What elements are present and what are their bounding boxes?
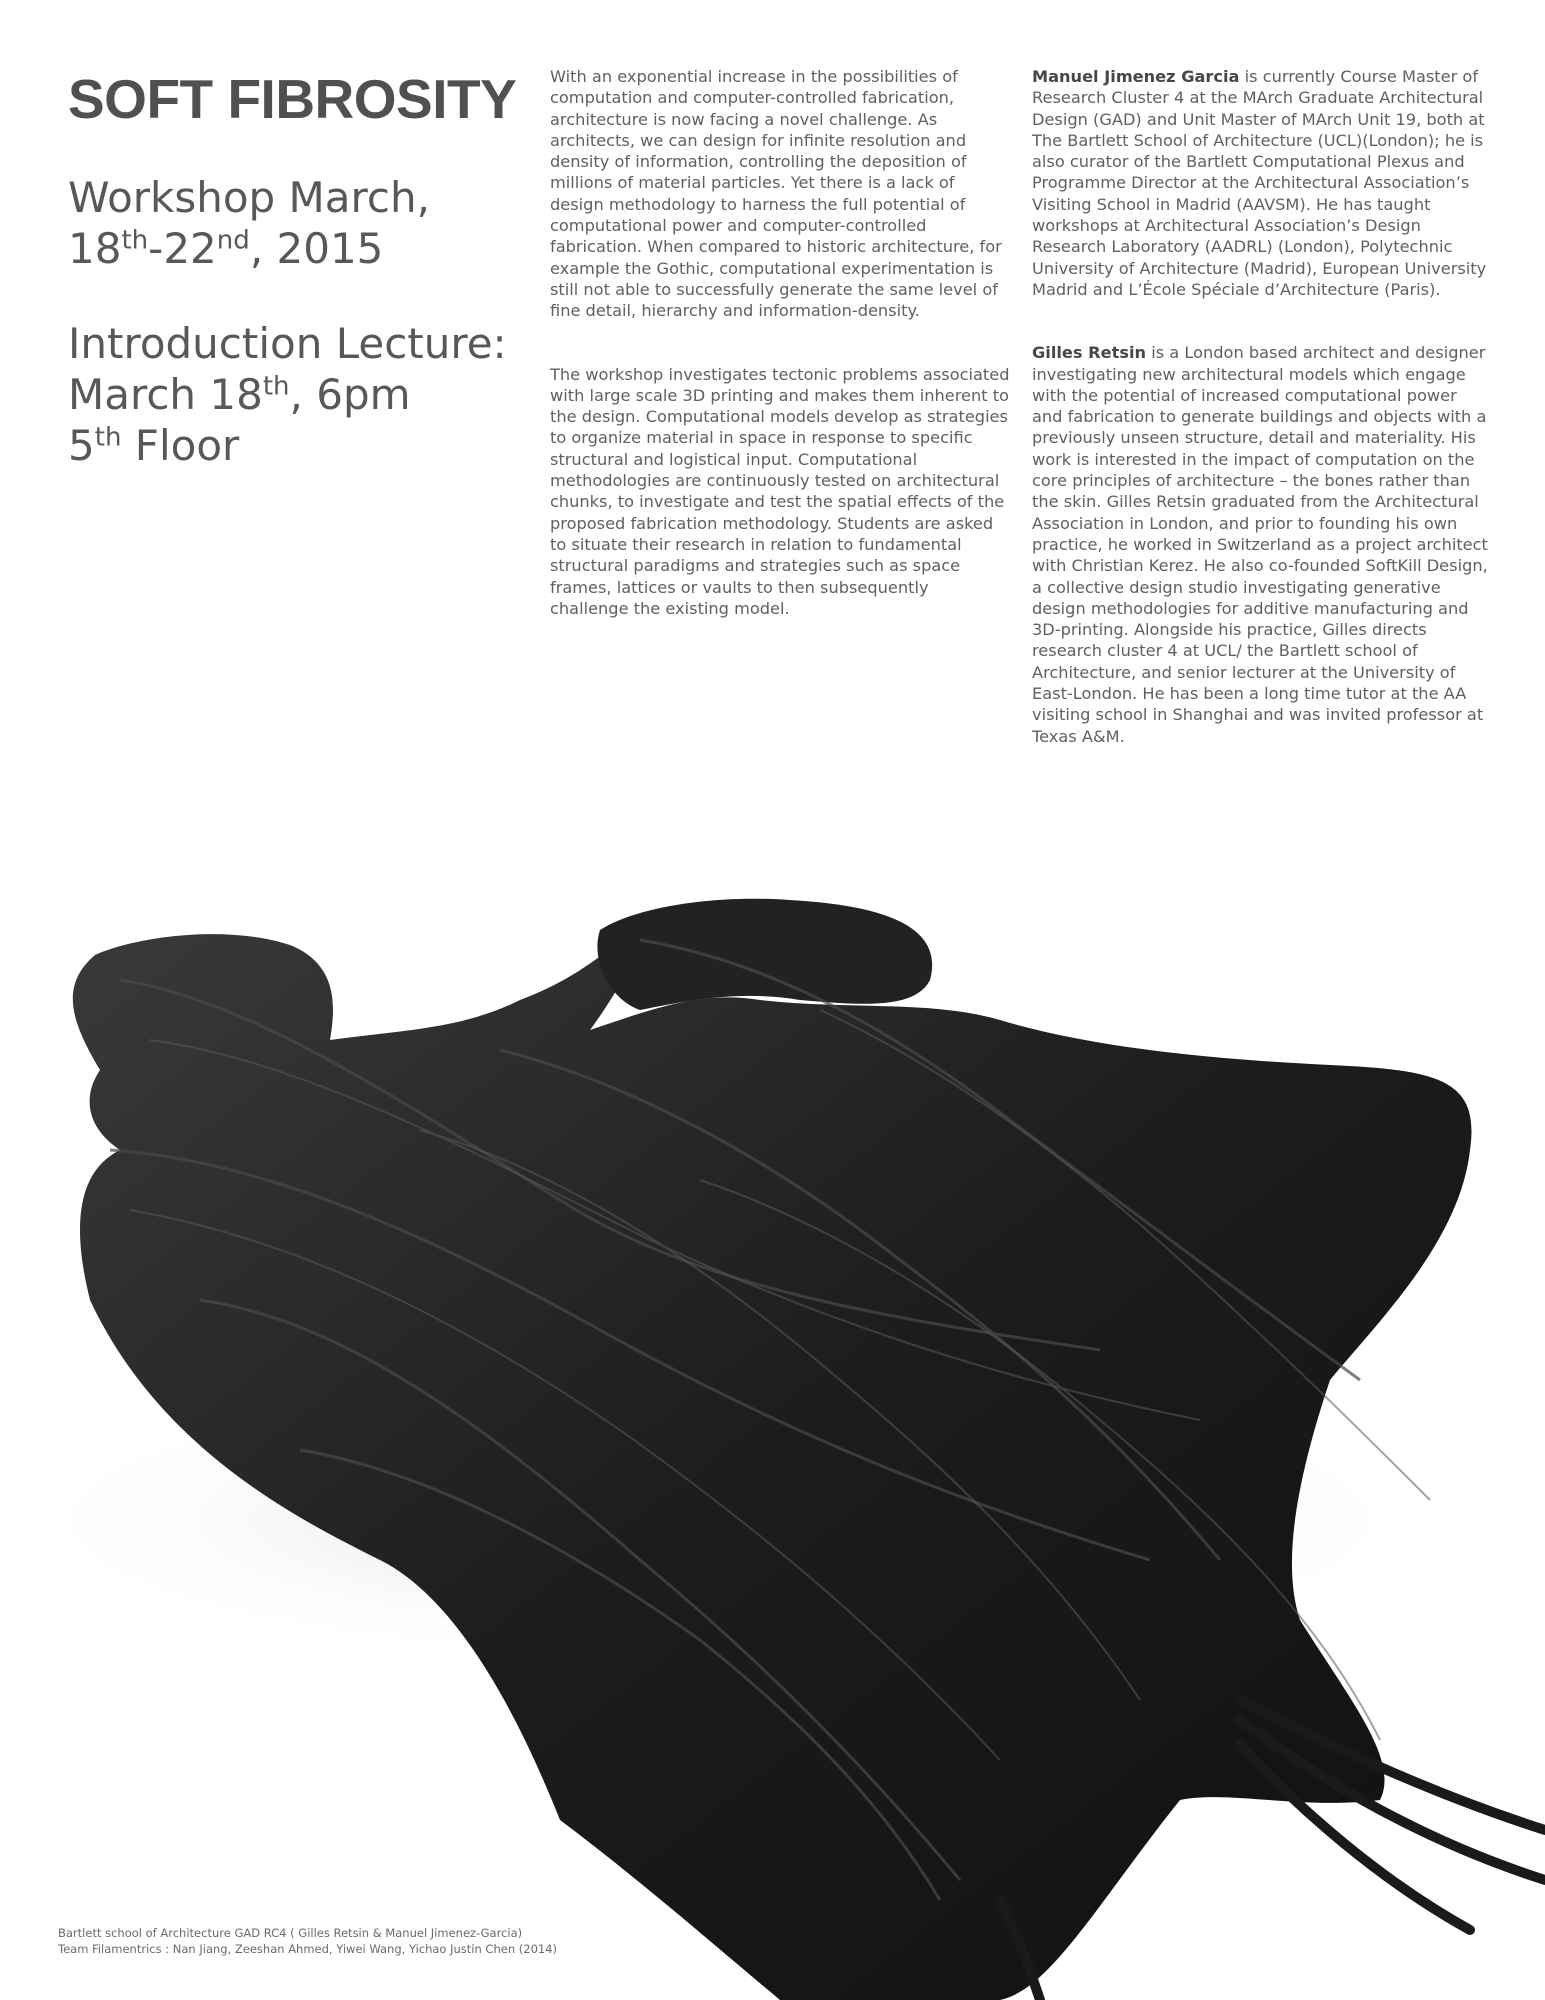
tutor-bios (1032, 66, 1492, 747)
bio-manuel: Manuel Jimenez Garcia is currently Course Master of Research Cluster 4 at the MArch Graduate Architectural Design (GAD) and Unit Master of MArch Unit 19, both at The Bartlett School of Architecture (UCL)(London); he is also curator of the Bartlett Computational Plexus and Programme Director at the Architectural Association’s Visiting School in Madrid (AAVSM). He has taught workshops at Architectural Association’s Design Research Laboratory (AADRL) (London), Polytechnic University of Architecture (Madrid), European University Madrid and L’École Spéciale d’Architecture (Paris). (1032, 67, 1487, 299)
caption-line-2: Team Filamentrics : Nan Jiang, Zeeshan Ahmed, Yiwei Wang, Yichao Justin Chen (2014) (58, 1942, 558, 1956)
workshop-paragraph: The workshop investigates tectonic problems associated with large scale 3D printing and makes them inherent to the design. Computational models develop as strategies to organize material in space in response to specific structural and logistical input. Computational methodologies are continuously tested on architectural chunks, to investigate and test the spatial effects of the proposed fabrication methodology. Students are asked to situate their research in relation to fundamental structural paradigms and strategies such as space frames, lattices or vaults to then subsequently challenge the existing model. (550, 364, 1010, 618)
caption-line-1: Bartlett school of Architecture GAD RC4 ( Gilles Retsin & Manuel Jimenez-Garcia) (58, 1926, 523, 1940)
image-caption (58, 1925, 557, 1957)
workshop-description (550, 66, 1010, 619)
lecture-info: Introduction Lecture: March 18th, 6pm 5th Floor (68, 319, 507, 470)
workshop-dates: Workshop March, 18th-22nd, 2015 (68, 173, 430, 273)
printed-sculpture-image (0, 850, 1545, 2000)
poster-title: SOFT FIBROSITY (68, 68, 517, 130)
bio-gilles: Gilles Retsin is a London based architect and designer investigating new architectural models which engage with the potential of increased computational power and fabrication to generate buildings and objects with a previously unseen structure, detail and materiality. His work is interested in the impact of computation on the core principles of architecture – the bones rather than the skin. Gilles Retsin graduated from the Architectural Association in London, and prior to founding his own practice, he worked in Switzerland as a project architect with Christian Kerez. He also co-founded SoftKill Design, a collective design studio investigating generative design methodologies for additive manufacturing and 3D-printing. Alongside his practice, Gilles directs research cluster 4 at UCL/ the Bartlett school of Architecture, and senior lecturer at the University of East-London. He has been a long time tutor at the AA visiting school in Shanghai and was invited professor at Texas A&M. (1032, 343, 1488, 746)
intro-paragraph: With an exponential increase in the possibilities of computation and computer-controlled fabrication, architecture is now facing a novel challenge. As architects, we can design for infinite resolution and density of information, controlling the deposition of millions of material particles. Yet there is a lack of design methodology to harness the full potential of computational power and computer-controlled fabrication. When compared to historic architecture, for example the Gothic, computational experimentation is still not able to successfully generate the same level of fine detail, hierarchy and information-density. (550, 67, 1002, 321)
